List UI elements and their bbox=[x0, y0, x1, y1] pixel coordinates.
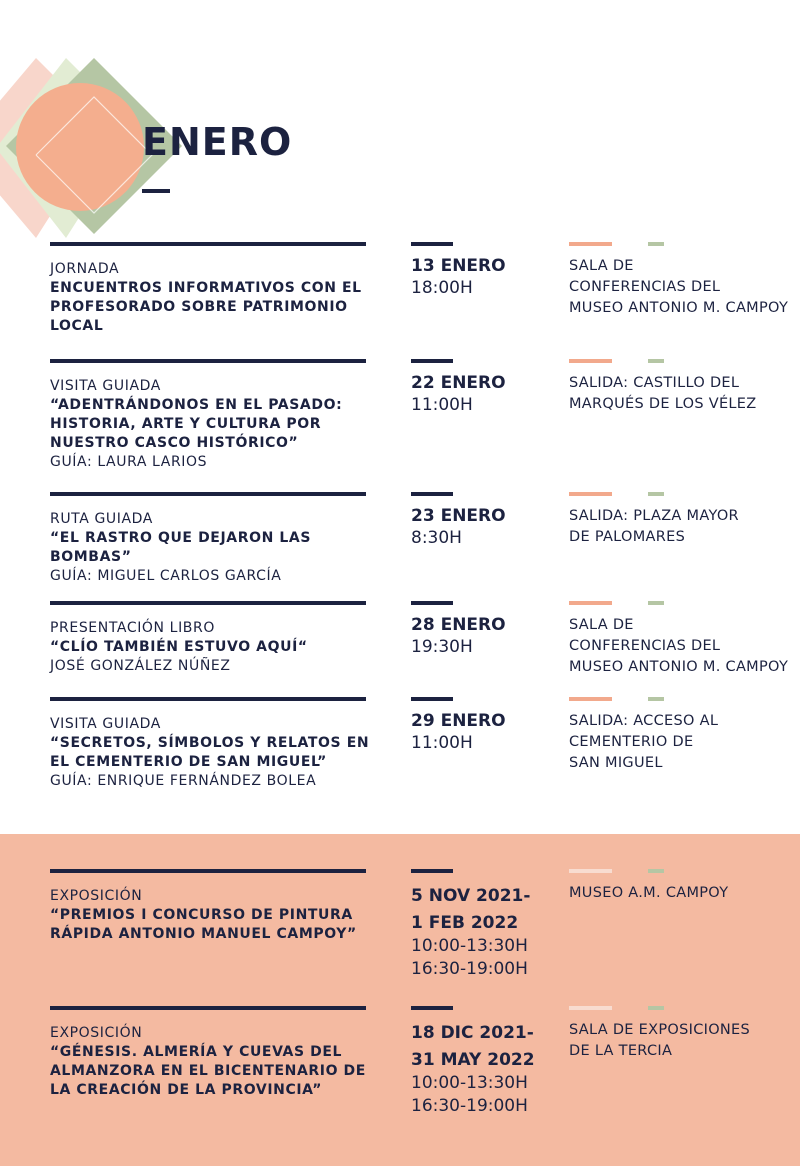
venue-line: SALIDA: ACCESO AL bbox=[569, 713, 719, 729]
hours-line: 10:00-13:30H bbox=[411, 1073, 528, 1093]
peach-circle bbox=[16, 83, 144, 211]
date-divider bbox=[411, 601, 453, 605]
exhibition-hours bbox=[411, 1072, 528, 1118]
event-guide: GUÍA: ENRIQUE FERNÁNDEZ BOLEA bbox=[50, 773, 317, 789]
venue-divider bbox=[569, 1006, 612, 1010]
month-title: ENERO bbox=[142, 120, 293, 164]
exhibition-venue bbox=[569, 883, 794, 904]
date-line: 18 DIC 2021- bbox=[411, 1023, 534, 1043]
event-venue bbox=[569, 373, 794, 415]
month-underline bbox=[142, 189, 170, 193]
venue-line: SALA DE bbox=[569, 617, 634, 633]
venue-divider-accent bbox=[648, 869, 664, 873]
venue-line: SALIDA: CASTILLO DEL bbox=[569, 375, 740, 391]
event-category: RUTA GUIADA bbox=[50, 511, 153, 527]
event-venue bbox=[569, 711, 794, 774]
venue-divider bbox=[569, 869, 612, 873]
venue-line: CEMENTERIO DE bbox=[569, 734, 694, 750]
venue-line: DE PALOMARES bbox=[569, 529, 686, 545]
event-date: 22 ENERO bbox=[411, 373, 506, 393]
hours-line: 10:00-13:30H bbox=[411, 936, 528, 956]
venue-line: SALA DE bbox=[569, 258, 634, 274]
title-divider bbox=[50, 242, 366, 246]
event-title-text: “ADENTRÁNDONOS EN EL PASADO: HISTORIA, ARTE Y CULTURA POR NUESTRO CASCO HISTÓRICO” bbox=[50, 397, 343, 451]
venue-divider bbox=[569, 697, 612, 701]
event-guide: GUÍA: MIGUEL CARLOS GARCÍA bbox=[50, 568, 282, 584]
event-title bbox=[50, 529, 350, 586]
exhibition-hours bbox=[411, 935, 528, 981]
title-divider bbox=[50, 601, 366, 605]
event-date: 13 ENERO bbox=[411, 256, 506, 276]
exhibition-category: EXPOSICIÓN bbox=[50, 1025, 143, 1041]
event-time: 11:00H bbox=[411, 733, 473, 753]
date-divider bbox=[411, 242, 453, 246]
exhibition-dates bbox=[411, 1020, 535, 1074]
venue-line: SAN MIGUEL bbox=[569, 755, 663, 771]
event-title-text: “CLÍO TAMBIÉN ESTUVO AQUÍ“ bbox=[50, 639, 308, 655]
event-time: 8:30H bbox=[411, 528, 462, 548]
date-divider bbox=[411, 1006, 453, 1010]
venue-divider-accent bbox=[648, 1006, 664, 1010]
title-divider bbox=[50, 492, 366, 496]
event-date: 28 ENERO bbox=[411, 615, 506, 635]
event-title: ENCUENTROS INFORMATIVOS CON EL PROFESORADO SOBRE PATRIMONIO LOCAL bbox=[50, 280, 362, 334]
event-date: 23 ENERO bbox=[411, 506, 506, 526]
event-title-text: “EL RASTRO QUE DEJARON LAS BOMBAS” bbox=[50, 530, 312, 565]
event-guide: JOSÉ GONZÁLEZ NÚÑEZ bbox=[50, 658, 231, 674]
venue-line: DE LA TERCIA bbox=[569, 1043, 673, 1059]
venue-line: MUSEO ANTONIO M. CAMPOY bbox=[569, 300, 789, 316]
event-title bbox=[50, 396, 390, 472]
title-divider bbox=[50, 869, 366, 873]
venue-line: MUSEO A.M. CAMPOY bbox=[569, 885, 729, 901]
date-divider bbox=[411, 869, 453, 873]
event-title bbox=[50, 734, 390, 791]
venue-divider-accent bbox=[648, 242, 664, 246]
title-divider bbox=[50, 1006, 366, 1010]
venue-line: SALIDA: PLAZA MAYOR bbox=[569, 508, 739, 524]
event-time: 19:30H bbox=[411, 637, 473, 657]
exhibition-dates bbox=[411, 883, 530, 937]
title-divider bbox=[50, 359, 366, 363]
venue-divider bbox=[569, 359, 612, 363]
venue-divider-accent bbox=[648, 601, 664, 605]
event-title bbox=[50, 638, 390, 676]
date-divider bbox=[411, 492, 453, 496]
venue-line: MARQUÉS DE LOS VÉLEZ bbox=[569, 396, 757, 412]
date-divider bbox=[411, 359, 453, 363]
venue-divider-accent bbox=[648, 697, 664, 701]
event-date: 29 ENERO bbox=[411, 711, 506, 731]
event-venue bbox=[569, 256, 794, 319]
event-venue bbox=[569, 506, 794, 548]
venue-divider-accent bbox=[648, 492, 664, 496]
venue-line: MUSEO ANTONIO M. CAMPOY bbox=[569, 659, 789, 675]
event-category: PRESENTACIÓN LIBRO bbox=[50, 620, 215, 636]
venue-line: SALA DE EXPOSICIONES bbox=[569, 1022, 751, 1038]
venue-divider bbox=[569, 242, 612, 246]
title-divider bbox=[50, 697, 366, 701]
venue-divider-accent bbox=[648, 359, 664, 363]
event-category: VISITA GUIADA bbox=[50, 378, 161, 394]
exhibition-title: “PREMIOS I CONCURSO DE PINTURA RÁPIDA ANTONIO MANUEL CAMPOY” bbox=[50, 907, 357, 942]
date-line: 5 NOV 2021- bbox=[411, 886, 531, 906]
venue-line: CONFERENCIAS DEL bbox=[569, 638, 721, 654]
date-line: 1 FEB 2022 bbox=[411, 913, 519, 933]
venue-line: CONFERENCIAS DEL bbox=[569, 279, 721, 295]
hours-line: 16:30-19:00H bbox=[411, 1096, 528, 1116]
event-time: 18:00H bbox=[411, 278, 473, 298]
exhibition-title: “GÉNESIS. ALMERÍA Y CUEVAS DEL ALMANZORA EN EL BICENTENARIO DE LA CREACIÓN DE LA PROVINCIA” bbox=[50, 1044, 366, 1098]
event-category: JORNADA bbox=[50, 261, 120, 277]
venue-divider bbox=[569, 492, 612, 496]
exhibition-venue bbox=[569, 1020, 794, 1062]
venue-divider bbox=[569, 601, 612, 605]
date-line: 31 MAY 2022 bbox=[411, 1050, 535, 1070]
exhibition-category: EXPOSICIÓN bbox=[50, 888, 143, 904]
event-time: 11:00H bbox=[411, 395, 473, 415]
hours-line: 16:30-19:00H bbox=[411, 959, 528, 979]
date-divider bbox=[411, 697, 453, 701]
event-category: VISITA GUIADA bbox=[50, 716, 161, 732]
event-title-text: “SECRETOS, SÍMBOLOS Y RELATOS EN EL CEMENTERIO DE SAN MIGUEL” bbox=[50, 735, 370, 770]
event-guide: GUÍA: LAURA LARIOS bbox=[50, 454, 208, 470]
event-venue bbox=[569, 615, 794, 678]
